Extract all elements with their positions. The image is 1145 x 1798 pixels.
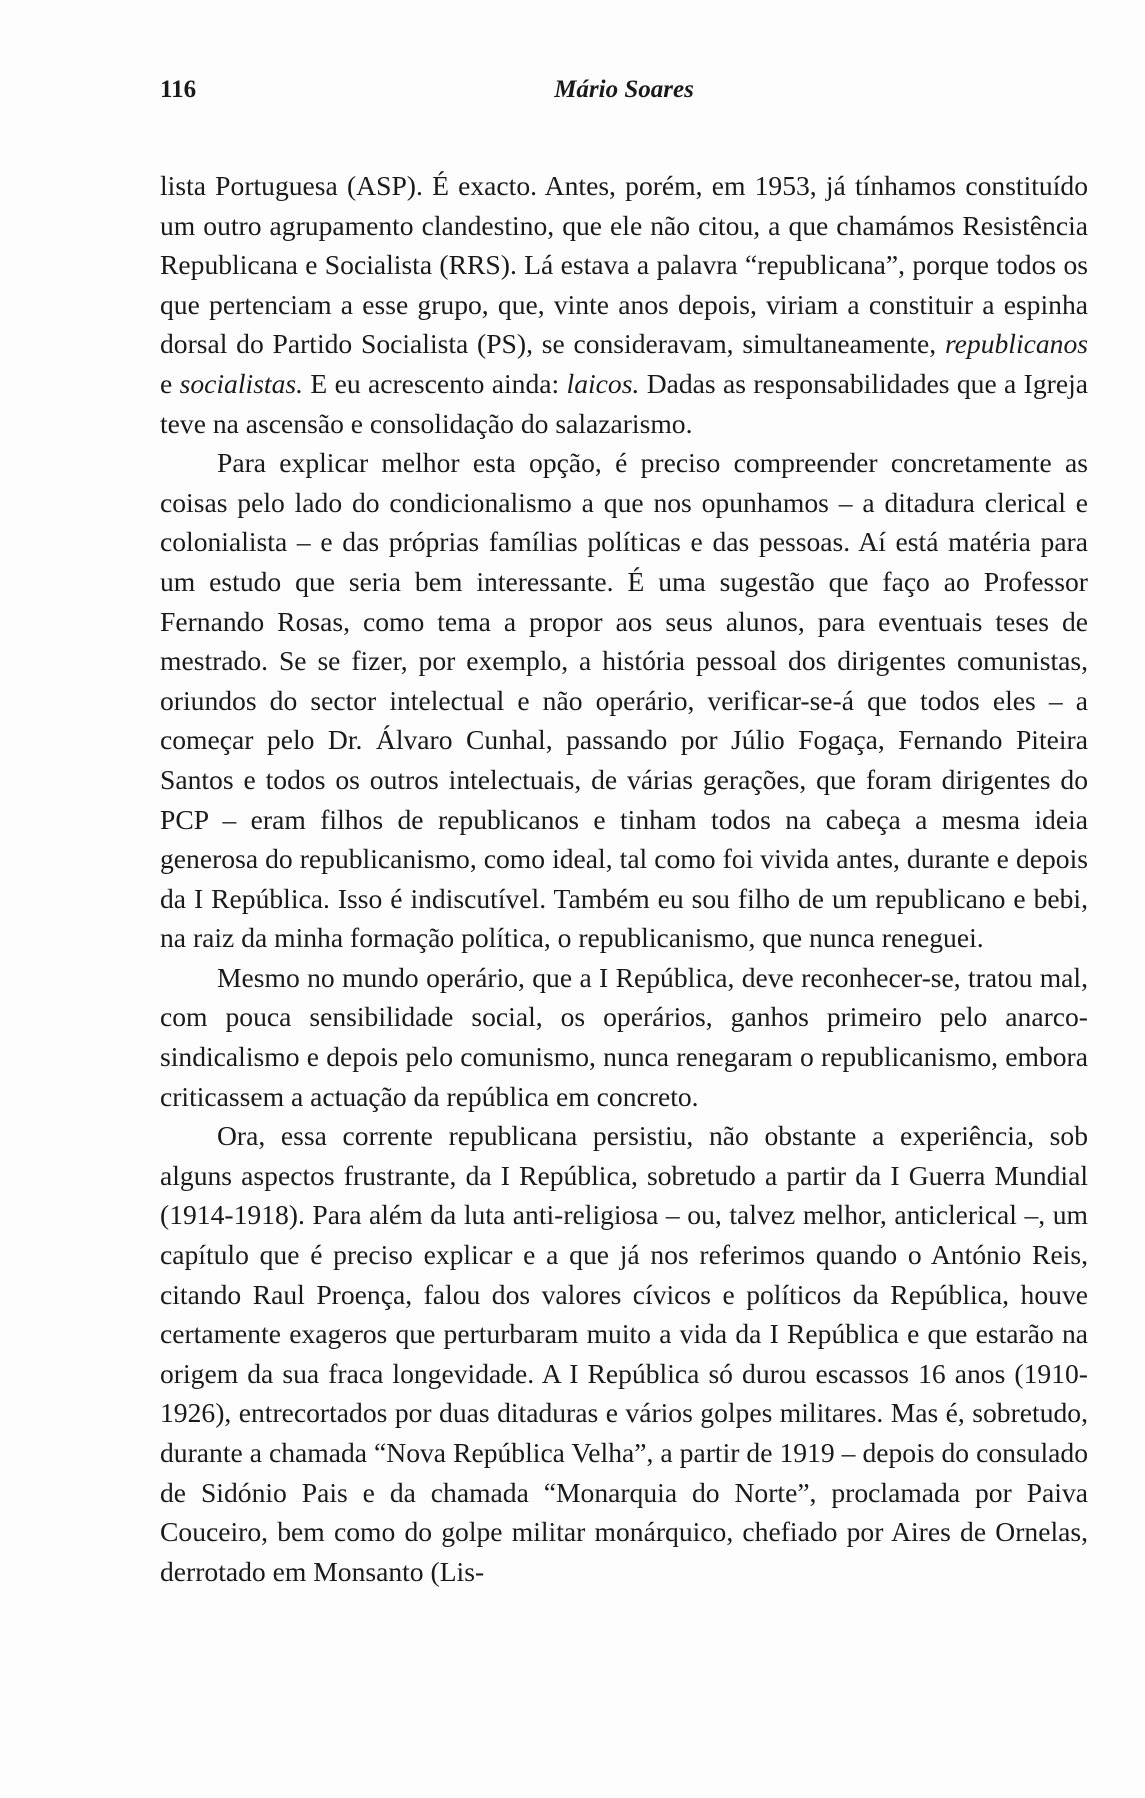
text-run: Dadas as responsabilidades que a Igreja teve na ascensão e consolidação do salazarismo. — [160, 367, 1088, 439]
running-head-author: Mário Soares — [554, 76, 694, 103]
text-run: Mesmo no mundo operário, que a I República, deve reconhecer-se, tratou mal, com pouca sensibilidade social, os operários, ganhos primeiro pelo anarco-sindicalismo e depois pelo comunismo, nunca renegaram o republicanismo, embora criticassem a actuação da república em concreto. — [160, 961, 1088, 1112]
italic-term: socialistas. — [179, 367, 304, 399]
body-text — [160, 166, 1088, 1591]
text-run: lista Portuguesa (ASP). É exacto. Antes, porém, em 1953, já tínhamos constituído um outro agrupamento clandestino, que ele não citou, a que chamámos Resistência Republicana e Socialista (RRS). Lá estava a palavra “republicana”, porque todos os que pertenciam a esse grupo, que, vinte anos depois, viriam a constituir a espinha dorsal do Partido Socialista (PS), se consideravam, simultaneamente, — [160, 170, 1088, 360]
paragraph — [160, 958, 1088, 1116]
italic-term: laicos. — [566, 367, 640, 399]
text-run: Para explicar melhor esta opção, é preciso compreender concretamente as coisas pelo lado do condicionalismo a que nos opunhamos – a ditadura clerical e colonialista – e das próprias famílias políticas e das pessoas. Aí está matéria para um estudo que seria bem interessante. É uma sugestão que faço ao Professor Fernando Rosas, como tema a propor aos seus alunos, para eventuais teses de mestrado. Se se fizer, por exemplo, a história pessoal dos dirigentes comunistas, oriundos do sector intelectual e não operário, verificar-se-á que todos eles – a começar pelo Dr. Álvaro Cunhal, passando por Júlio Fogaça, Fernando Piteira Santos e todos os outros intelectuais, de várias gerações, que foram dirigentes do PCP – eram filhos de republicanos e tinham todos na cabeça a mesma ideia generosa do republicanismo, como ideal, tal como foi vivida antes, durante e depois da I República. Isso é indiscutível. Também eu sou filho de um republicano e bebi, na raiz da minha formação política, o republicanismo, que nunca reneguei. — [160, 447, 1088, 954]
page-number: 116 — [160, 76, 197, 103]
paragraph — [160, 1116, 1088, 1591]
italic-term: republicanos — [944, 328, 1088, 360]
paragraph — [160, 166, 1088, 443]
page-header — [160, 76, 1088, 116]
paragraph — [160, 443, 1088, 958]
text-run: Ora, essa corrente republicana persistiu, não obstante a experiência, sob alguns aspectos frustrante, da I República, sobretudo a partir da I Guerra Mundial (1914-1918). Para além da luta anti-religiosa – ou, talvez melhor, anticlerical –, um capítulo que é preciso explicar e a que já nos referimos quando o António Reis, citando Raul Proença, falou dos valores cívicos e políticos da República, houve certamente exageros que perturbaram muito a vida da I República e que estarão na origem da sua fraca longevidade. A I República só durou escassos 16 anos (1910-1926), entrecortados por duas ditaduras e vários golpes militares. Mas é, sobretudo, durante a chamada “Nova República Velha”, a partir de 1919 – depois do consulado de Sidónio Pais e da chamada “Monarquia do Norte”, proclamada por Paiva Couceiro, bem como do golpe militar monárquico, chefiado por Aires de Ornelas, derrotado em Monsanto (Lis- — [160, 1120, 1088, 1587]
text-run: E eu acrescento ainda: — [303, 367, 567, 399]
text-run: e — [160, 367, 180, 399]
